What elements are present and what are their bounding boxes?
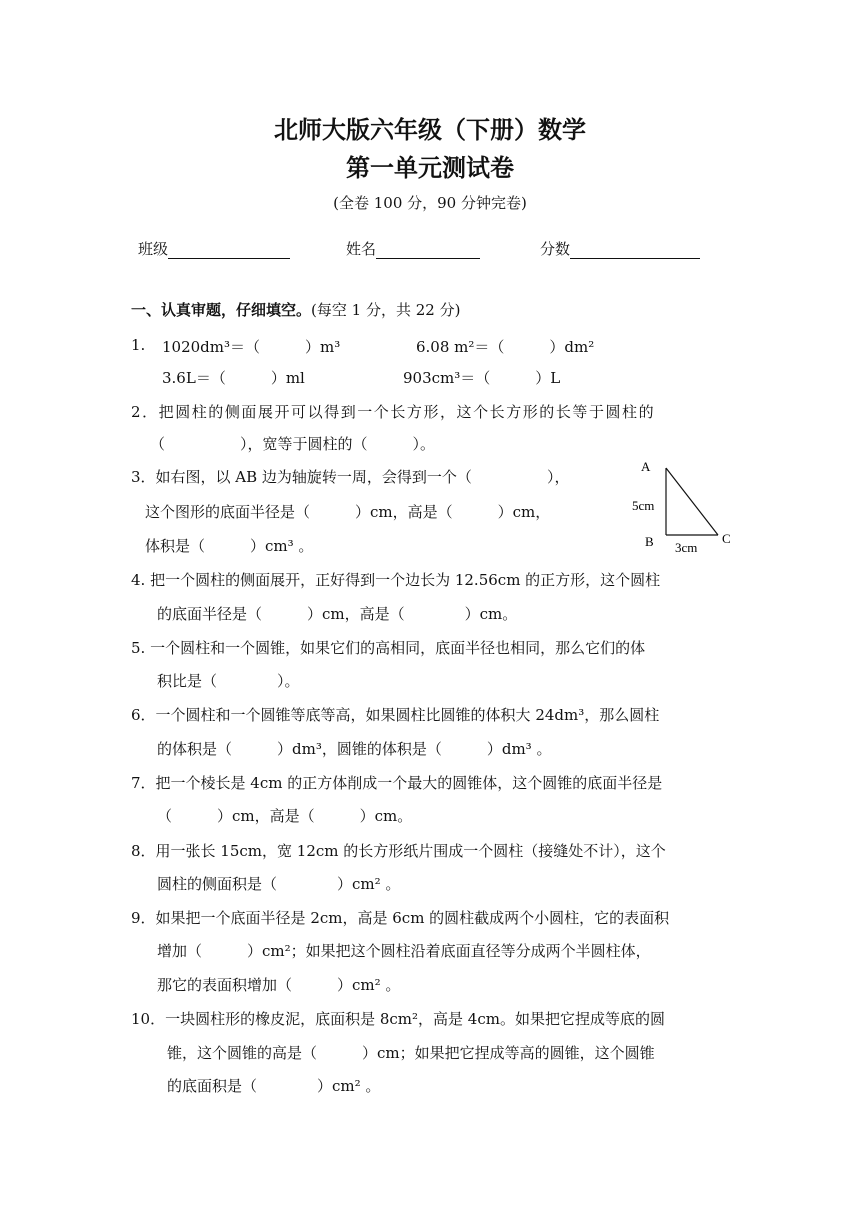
q9-line1: 9．如果把一个底面半径是 2cm，高是 6cm 的圆柱截成两个小圆柱，它的表面积 [131,909,670,927]
side-ab-label: 5cm [632,498,655,513]
q9-line2: 增加（ ）cm²；如果把这个圆柱沿着底面直径等分成两个半圆柱体， [157,942,651,960]
name-label: 姓名 [346,240,377,258]
q2-line1: 2．把圆柱的侧面展开可以得到一个长方形，这个长方形的长等于圆柱的 [131,403,656,421]
class-blank[interactable] [168,242,290,259]
q1-number: 1. [131,336,146,354]
q1-item-d: 903cm³＝（ ）L [403,369,561,387]
q3-line2: 这个图形的底面半径是（ ）cm，高是（ ）cm， [145,503,551,521]
q4-line2: 的底面半径是（ ）cm，高是（ ）cm。 [157,605,518,623]
side-bc-label: 3cm [675,540,698,555]
q6-line2: 的体积是（ ）dm³，圆锥的体积是（ ）dm³ 。 [157,740,552,758]
q2-line2: （ ），宽等于圆柱的（ ）。 [150,435,436,453]
triangle-figure [625,455,745,560]
class-field[interactable] [138,238,290,259]
q1-item-c: 3.6L＝（ ）ml [162,369,305,387]
q4-line1: 4. 把一个圆柱的侧面展开，正好得到一个边长为 12.56cm 的正方形，这个圆柱 [131,571,661,589]
class-label: 班级 [138,240,169,258]
page-title: 北师大版六年级（下册）数学 [274,116,586,144]
vertex-b-label: B [645,534,654,549]
q9-line3: 那它的表面积增加（ ）cm² 。 [157,976,401,994]
vertex-c-label: C [722,531,731,546]
section-heading [131,299,460,320]
section-note: (每空 1 分，共 22 分) [311,301,461,319]
q3-line3: 体积是（ ）cm³ 。 [145,537,314,555]
q10-line2: 锥，这个圆锥的高是（ ）cm；如果把它捏成等高的圆锥，这个圆锥 [167,1044,655,1062]
section-title: 一、认真审题，仔细填空。 [131,301,312,319]
q8-line1: 8．用一张长 15cm，宽 12cm 的长方形纸片围成一个圆柱（接缝处不计），这个 [131,842,666,860]
q6-line1: 6．一个圆柱和一个圆锥等底等高，如果圆柱比圆锥的体积大 24dm³，那么圆柱 [131,706,660,724]
q10-line1: 10．一块圆柱形的橡皮泥，底面积是 8cm²，高是 4cm。如果把它捏成等底的圆 [131,1010,665,1028]
name-blank[interactable] [376,242,480,259]
side-ac [666,468,718,535]
q7-line2: （ ）cm，高是（ ）cm。 [157,807,413,825]
name-field[interactable] [346,238,480,259]
q5-line1: 5. 一个圆柱和一个圆锥，如果它们的高相同，底面半径也相同，那么它们的体 [131,639,646,657]
q3-line1: 3．如右图，以 AB 边为轴旋转一周，会得到一个（ ）， [131,468,570,486]
q7-line1: 7．把一个棱长是 4cm 的正方体削成一个最大的圆锥体，这个圆锥的底面半径是 [131,774,663,792]
score-blank[interactable] [570,242,700,259]
q10-line3: 的底面积是（ ）cm² 。 [167,1077,381,1095]
page-subtitle: 第一单元测试卷 [346,154,514,182]
score-field[interactable] [540,238,700,259]
score-label: 分数 [540,240,571,258]
q5-line2: 积比是（ ）。 [157,672,300,690]
q1-item-b: 6.08 m²＝（ ）dm² [416,338,595,356]
vertex-a-label: A [641,459,651,474]
exam-note: (全卷 100 分，90 分钟完卷) [333,194,527,212]
q1-item-a: 1020dm³＝（ ）m³ [162,338,341,356]
q8-line2: 圆柱的侧面积是（ ）cm² 。 [157,875,401,893]
